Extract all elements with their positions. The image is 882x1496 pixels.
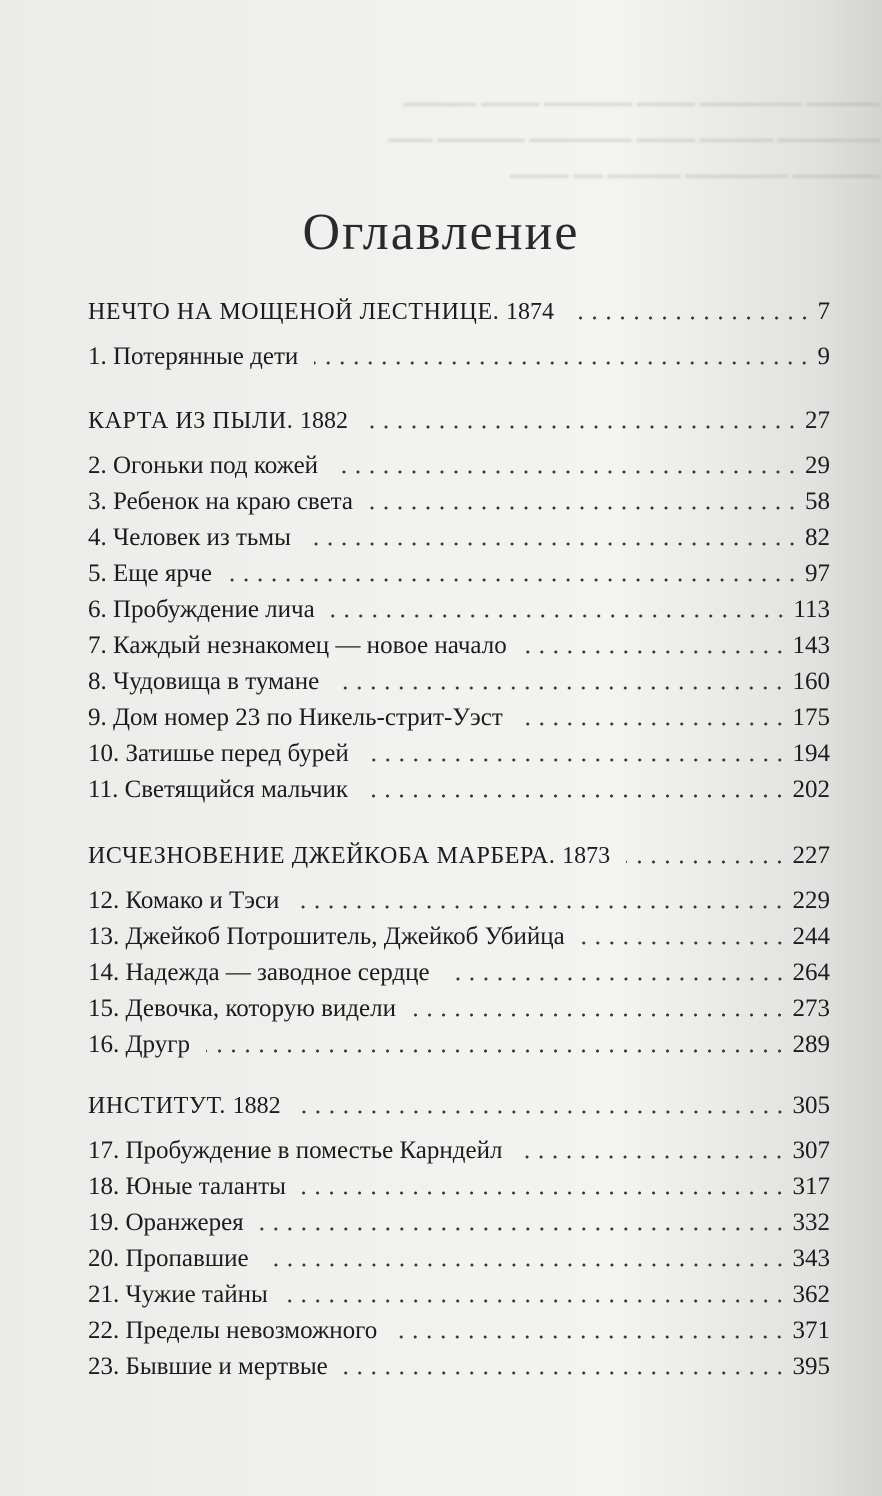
page-number: 175 (792, 704, 830, 731)
dot-leader (344, 1371, 787, 1375)
chapter-title: 16. Другр (88, 1031, 190, 1058)
part-year: 1882 (300, 408, 349, 434)
page-number: 317 (792, 1173, 830, 1200)
part-year: 1873 (562, 843, 611, 869)
chapter-title: 11. Светящийся мальчик (88, 776, 348, 803)
part-name: НЕЧТО НА МОЩЕНОЙ ЛЕСТНИЦЕ. (88, 299, 500, 325)
dot-leader (626, 860, 786, 864)
dot-leader (364, 425, 799, 429)
page-number: 371 (792, 1317, 830, 1344)
page-number: 143 (792, 632, 830, 659)
page-number: 229 (792, 887, 830, 914)
chapter-title: 23. Бывшие и мертвые (88, 1353, 328, 1380)
toc-chapter-row[interactable] (88, 658, 830, 694)
dot-leader (446, 977, 787, 981)
chapter-title: 15. Девочка, которую видели (88, 995, 396, 1022)
page-number: 82 (805, 524, 830, 551)
page-number: 307 (792, 1137, 830, 1164)
part-title (88, 300, 560, 324)
chapter-title: 8. Чудовища в тумане (88, 668, 320, 695)
show-through-text: ▁▁▁▁▁ ▁▁▁▁▁▁▁ ▁▁▁▁ ▁▁▁▁▁▁ ▁▁▁▁ ▁▁▁▁▁ ▁▁▁▁▁▁▁ ▁▁▁▁▁ ▁▁▁▁ ▁▁▁▁▁▁▁ ▁▁▁▁▁▁ ▁▁▁ ▁▁▁▁▁▁ ▁▁▁▁▁▁▁ ▁▁▁▁▁ ▁▁ ▁▁▁▁ (388, 85, 880, 178)
toc-chapter-row[interactable] (88, 1021, 830, 1057)
dot-leader (570, 316, 812, 320)
part-name: ИСЧЕЗНОВЕНИЕ ДЖЕЙКОБА МАРБЕРА. (88, 843, 556, 869)
chapter-title: 22. Пределы невозможного (88, 1317, 378, 1344)
chapter-title: 14. Надежда — заводное сердце (88, 959, 430, 986)
toc-chapter-row[interactable] (88, 877, 830, 913)
toc-chapter-row[interactable] (88, 514, 830, 550)
page-number: 332 (792, 1209, 830, 1236)
page-number: 343 (792, 1245, 830, 1272)
toc-chapter-row[interactable] (88, 1163, 830, 1199)
dot-leader (519, 722, 787, 726)
toc-chapter-row[interactable] (88, 1307, 830, 1343)
chapter-title: 20. Пропавшие (88, 1245, 249, 1272)
page-number: 97 (805, 560, 830, 587)
page-number: 7 (817, 298, 830, 325)
page-number: 27 (805, 407, 830, 434)
toc-part-row[interactable] (88, 1082, 830, 1118)
dot-leader (523, 650, 787, 654)
toc-chapter-row[interactable] (88, 949, 830, 985)
dot-leader (265, 1263, 787, 1267)
dot-leader (297, 1110, 787, 1114)
chapter-title: 6. Пробуждение лича (88, 596, 315, 623)
page-number: 362 (792, 1281, 830, 1308)
toc-chapter-row[interactable] (88, 913, 830, 949)
chapter-title: 13. Джейкоб Потрошитель, Джейкоб Убийца (88, 923, 565, 950)
dot-leader (295, 905, 786, 909)
toc-chapter-row[interactable] (88, 1199, 830, 1235)
toc-chapter-row[interactable] (88, 333, 830, 369)
page-number: 305 (792, 1092, 830, 1119)
toc-chapter-row[interactable] (88, 442, 830, 478)
toc-chapter-row[interactable] (88, 694, 830, 730)
page-number: 395 (792, 1353, 830, 1380)
chapter-title: 9. Дом номер 23 по Никель-стрит-Уэст (88, 704, 503, 731)
toc-chapter-row[interactable] (88, 550, 830, 586)
page-number: 264 (792, 959, 830, 986)
part-year: 1882 (232, 1093, 281, 1119)
part-name: ИНСТИТУТ. (88, 1093, 226, 1119)
chapter-title: 18. Юные таланты (88, 1173, 286, 1200)
dot-leader (364, 794, 787, 798)
dot-leader (581, 941, 787, 945)
chapter-title: 1. Потерянные дети (88, 343, 299, 370)
page-number: 113 (793, 596, 830, 623)
chapter-title: 17. Пробуждение в поместье Карндейл (88, 1137, 503, 1164)
toc-chapter-row[interactable] (88, 1235, 830, 1271)
page-number: 273 (792, 995, 830, 1022)
toc-chapter-row[interactable] (88, 1271, 830, 1307)
dot-leader (334, 470, 799, 474)
chapter-title: 19. Оранжерея (88, 1209, 244, 1236)
chapter-title: 10. Затишье перед бурей (88, 740, 349, 767)
toc-part-row[interactable] (88, 832, 830, 868)
dot-leader (335, 686, 786, 690)
part-title (88, 409, 354, 433)
part-year: 1874 (505, 299, 554, 325)
toc-chapter-row[interactable] (88, 586, 830, 622)
toc-chapter-row[interactable] (88, 1343, 830, 1379)
page-number: 227 (792, 842, 830, 869)
toc-chapter-row[interactable] (88, 766, 830, 802)
page-number: 29 (805, 452, 830, 479)
dot-leader (302, 1191, 787, 1195)
toc-chapter-row[interactable] (88, 985, 830, 1021)
chapter-title: 21. Чужие тайны (88, 1281, 268, 1308)
dot-leader (228, 578, 799, 582)
toc-chapter-row[interactable] (88, 478, 830, 514)
chapter-title: 4. Человек из тьмы (88, 524, 291, 551)
part-title (88, 1094, 287, 1118)
dot-leader (393, 1335, 786, 1339)
page-title: Оглавление (302, 203, 580, 261)
dot-leader (412, 1013, 787, 1017)
dot-leader (307, 542, 799, 546)
page-number: 58 (805, 488, 830, 515)
chapter-title: 7. Каждый незнакомец — новое начало (88, 632, 507, 659)
page-number: 289 (792, 1031, 830, 1058)
chapter-title: 12. Комако и Тэси (88, 887, 280, 914)
toc-part-row[interactable] (88, 288, 830, 324)
toc-chapter-row[interactable] (88, 730, 830, 766)
toc-chapter-row[interactable] (88, 622, 830, 658)
dot-leader (260, 1227, 787, 1231)
dot-leader (365, 758, 787, 762)
page-number: 194 (792, 740, 830, 767)
dot-leader (369, 506, 799, 510)
dot-leader (331, 614, 788, 618)
toc-chapter-row[interactable] (88, 1127, 830, 1163)
dot-leader (518, 1155, 786, 1159)
page-number: 202 (792, 776, 830, 803)
page-number: 244 (792, 923, 830, 950)
chapter-title: 3. Ребенок на краю света (88, 488, 354, 515)
chapter-title: 5. Еще ярче (88, 560, 212, 587)
page-number: 160 (792, 668, 830, 695)
dot-leader (284, 1299, 787, 1303)
toc-part-row[interactable] (88, 397, 830, 433)
part-name: КАРТА ИЗ ПЫЛИ. (88, 408, 294, 434)
chapter-title: 2. Огоньки под кожей (88, 452, 319, 479)
part-title (88, 844, 616, 868)
dot-leader (206, 1049, 787, 1053)
dot-leader (314, 361, 811, 365)
page-number: 9 (817, 343, 830, 370)
